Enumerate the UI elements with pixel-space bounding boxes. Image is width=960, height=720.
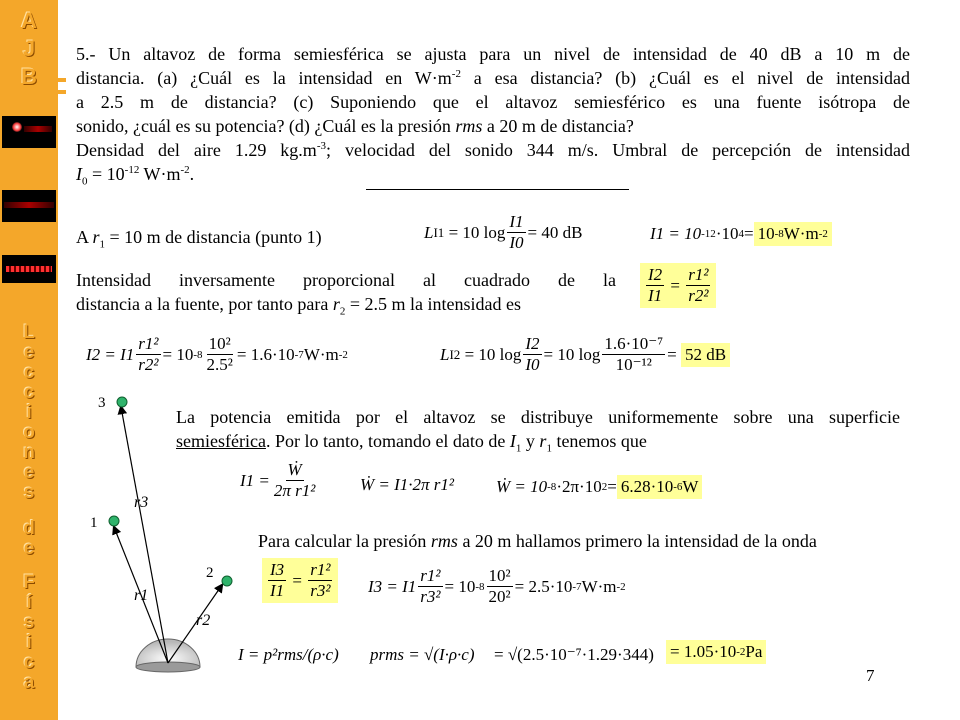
step2-result: 52 dB xyxy=(681,343,730,367)
step4-prms-substitution: = √(2.5·10⁻⁷·1.29·344) xyxy=(494,645,654,664)
side-letter: i xyxy=(26,402,32,423)
step1-level-equation: L I1 = 10 log $\frac{I1}{I0}$ = 40 dB xyxy=(424,212,583,252)
side-letter: o xyxy=(23,422,35,443)
label-r1: r1 xyxy=(134,587,149,604)
point-1 xyxy=(109,516,119,526)
side-letter: e xyxy=(23,538,35,559)
label-point-3: 3 xyxy=(98,395,106,411)
step2-ratio-box: $\frac{I2}{I1}$ = $\frac{\text{r1²}}{\text{r2²}}$ xyxy=(640,263,716,308)
separator-line xyxy=(366,189,629,190)
side-letter: n xyxy=(23,442,35,463)
step3-text xyxy=(176,405,900,453)
side-letter: F xyxy=(23,572,35,593)
vector-r3 xyxy=(121,407,168,663)
side-letter: í xyxy=(26,592,32,613)
step1-intensity-equation: I1 = 10 -12 ·10 4 = 10 -8 W·m -2 xyxy=(650,222,832,246)
side-letter: L xyxy=(23,322,35,343)
problem-line: 5.- Un altavoz de forma semiesférica se ajusta para un nivel de intensidad de 40 dB a 10 m de xyxy=(76,44,910,64)
side-letter: e xyxy=(23,462,35,483)
step4-text: Para calcular la presión rms a 20 m hallamos primero la intensidad de la onda xyxy=(258,531,817,551)
step2-text xyxy=(76,268,616,316)
label-point-1: 1 xyxy=(90,515,98,531)
side-letter: a xyxy=(23,672,35,693)
side-letter: e xyxy=(23,342,35,363)
side-letter: s xyxy=(23,612,35,633)
step4-pressure-relation: I = p²rms/(ρ·c) xyxy=(238,645,339,664)
step4-prms-formula: prms = √(I·ρ·c) xyxy=(370,645,475,664)
page-number: 7 xyxy=(866,666,875,685)
label-point-2: 2 xyxy=(206,565,214,581)
point-3 xyxy=(117,397,127,407)
step4-ratio-box: $\frac{I3}{I1}$ = $\frac{\text{r1²}}{\text{r3²}}$ xyxy=(262,558,338,603)
logo-dash xyxy=(58,78,66,82)
side-letter: i xyxy=(26,632,32,653)
problem-statement xyxy=(76,42,910,186)
problem-threshold-line: $I_0 = 10^{-12}$ $W\cdot m^{-2}$. xyxy=(76,164,195,188)
problem-line: distancia. (a) ¿Cuál es la intensidad en $W\cdot m^{-2}$ a esa distancia? (b) ¿Cuál es el nivel de intensidad xyxy=(76,68,910,88)
step4-intensity-equation: I3 = I1 $\frac{\text{r1²}}{\text{r3²}}$ = 10 -8 $\frac{\text{10²}}{\text{20²}}$ = 2.5·10 -7 W·m -2 xyxy=(368,566,626,606)
laser-image-3 xyxy=(2,255,56,283)
label-r3: r3 xyxy=(134,494,149,511)
laser-image-1 xyxy=(2,116,56,148)
step1-result: 10 -8 W·m -2 xyxy=(754,222,832,246)
step2-line: Intensidad inversamente proporcional al cuadrado de la xyxy=(76,270,616,290)
problem-line: a 2.5 m de distancia? (c) Suponiendo que el altavoz semiesférico es una fuente isótropa de xyxy=(76,92,910,112)
point-2 xyxy=(222,576,232,586)
logo-letter-b: B xyxy=(21,64,37,89)
step1-label: A $r_1 = 10$ m de distancia (punto 1) xyxy=(76,227,322,251)
laser-image-2 xyxy=(2,190,56,222)
side-letter: c xyxy=(23,652,35,673)
step3-line: semiesférica. Por lo tanto, tomando el dato de $I_1$ y $r_1$ tenemos que xyxy=(176,431,647,455)
side-letter: c xyxy=(23,382,35,403)
problem-line: sonido, ¿cuál es su potencia? (d) ¿Cuál es la presión rms a 20 m de distancia? xyxy=(76,116,634,136)
step4-result: = 1.05·10 -2 Pa xyxy=(666,640,766,664)
step3-eq3: Ẇ = 10 -8 ·2π·10 2 = 6.28·10 -6 W xyxy=(496,475,702,499)
side-letter: c xyxy=(23,362,35,383)
side-letter: d xyxy=(23,518,35,539)
step3-eq2: Ẇ = I1·2π r1² xyxy=(360,475,455,494)
side-letter: s xyxy=(23,482,35,503)
step2-line: distancia a la fuente, por tanto para $r_2 = 2.5$ m la intensidad es xyxy=(76,294,522,318)
logo-letter-a: A xyxy=(21,8,37,33)
problem-data-line: Densidad del aire 1.29 $kg.m^{-3}$; velocidad del sonido 344 m/s. Umbral de percepción de intensidad xyxy=(76,140,911,160)
step2-level-equation: L I2 = 10 log $\frac{I2}{I0}$ = 10 log $\frac{\text{1.6·10⁻⁷}}{\text{10⁻¹²}}$ = 52 dB xyxy=(440,334,730,375)
step3-line: La potencia emitida por el altavoz se distribuye uniformemente sobre una superficie xyxy=(176,407,900,427)
step3-result: 6.28·10 -6 W xyxy=(617,475,703,499)
hemisphere-base xyxy=(136,662,200,672)
logo-letter-j: J xyxy=(22,36,36,61)
step3-eq1: I1 = $\frac{\text{Ẇ}}{\text{2π r1²}}$ xyxy=(240,460,316,500)
step2-intensity-equation: I2 = I1 $\frac{\text{r1²}}{\text{r2²}}$ = 10 -8 $\frac{\text{10²}}{\text{2.5²}}$ = 1.6·10 -7 W·m -2 xyxy=(86,334,348,374)
logo-dash-2 xyxy=(58,90,66,94)
label-r2: r2 xyxy=(196,612,211,629)
